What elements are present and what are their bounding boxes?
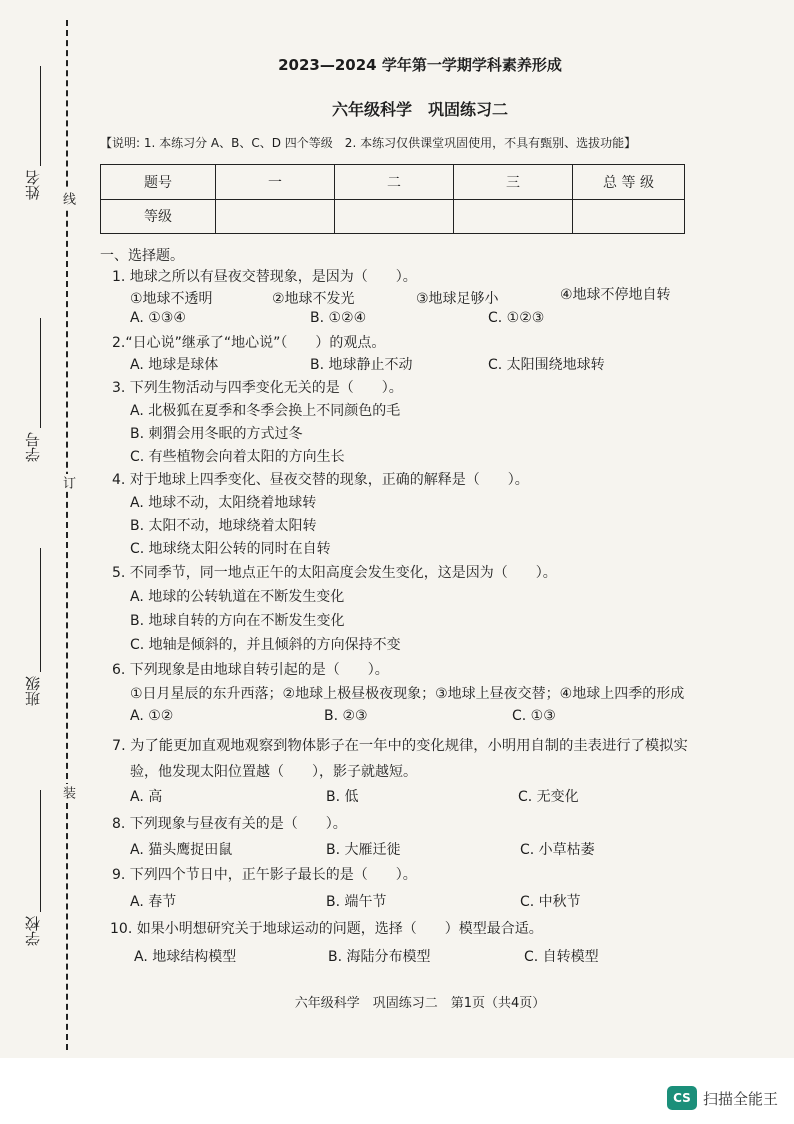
question-3-option-b[interactable]: B. 刺猬会用冬眠的方式过冬 [130,426,303,442]
section-1-title: 一、选择题。 [100,248,184,264]
question-7-option-a[interactable]: A. 高 [130,789,163,805]
question-4-option-b[interactable]: B. 太阳不动，地球绕着太阳转 [130,518,317,534]
question-6-option-b[interactable]: B. ②③ [324,708,368,724]
class-line [40,548,41,672]
exam-note: 【说明: 1. 本练习分 A、B、C、D 四个等级 2. 本练习仅供课堂巩固使用，不具有甄别、选拔功能】 [100,136,637,150]
question-5-option-a[interactable]: A. 地球的公转轨道在不断发生变化 [130,589,345,605]
bind-char-xian: 线 [60,192,75,205]
question-7-stem-cont: 验，他发现太阳位置越（ ），影子就越短。 [130,764,417,780]
grade-table-cell: 二 [335,165,454,200]
exam-subtitle: 六年级科学 巩固练习二 [331,100,508,119]
question-7-stem: 7. 为了能更加直观地观察到物体影子在一年中的变化规律，小明用自制的圭表进行了模拟实 [112,738,688,754]
grade-input-cell[interactable] [573,199,685,234]
question-8-option-a[interactable]: A. 猫头鹰捉田鼠 [130,842,233,858]
question-8-option-b[interactable]: B. 大雁迁徙 [326,842,401,858]
class-label: 班级 [24,676,42,706]
question-7-option-b[interactable]: B. 低 [326,789,359,805]
question-1-option-c[interactable]: C. ①②③ [488,310,545,326]
grade-table-cell: 等级 [101,199,216,234]
student-id-line [40,318,41,428]
question-1-item: ①地球不透明 [130,291,213,307]
grade-table-cell: 三 [454,165,573,200]
grade-input-cell[interactable] [216,199,335,234]
question-2-option-b[interactable]: B. 地球静止不动 [310,357,413,373]
grade-table-row [101,165,685,200]
question-6-option-c[interactable]: C. ①③ [512,708,556,724]
question-3-stem: 3. 下列生物活动与四季变化无关的是（ ）。 [112,380,403,396]
question-1-item: ②地球不发光 [272,291,355,307]
grade-input-cell[interactable] [454,199,573,234]
binding-dashed-line [66,20,68,1050]
question-4-option-a[interactable]: A. 地球不动，太阳绕着地球转 [130,495,317,511]
question-6-option-a[interactable]: A. ①② [130,708,174,724]
name-line [40,66,41,166]
question-6-items: ①日月星辰的东升西落；②地球上极昼极夜现象；③地球上昼夜交替；④地球上四季的形成 [130,686,685,702]
question-9-option-c[interactable]: C. 中秋节 [520,894,581,910]
question-4-option-c[interactable]: C. 地球绕太阳公转的同时在自转 [130,541,331,557]
question-7-option-c[interactable]: C. 无变化 [518,789,579,805]
scanner-label: 扫描全能王 [702,1089,778,1108]
question-1-item: ③地球足够小 [416,291,499,307]
question-10-stem: 10. 如果小明想研究关于地球运动的问题，选择（ ）模型最合适。 [110,921,543,937]
grade-table-row [101,199,685,234]
grade-input-cell[interactable] [335,199,454,234]
question-1-item: ④地球不停地自转 [560,287,671,303]
question-1-option-b[interactable]: B. ①②④ [310,310,367,326]
scanner-watermark [667,1086,778,1110]
question-3-option-a[interactable]: A. 北极狐在夏季和冬季会换上不同颜色的毛 [130,403,401,419]
question-2-option-a[interactable]: A. 地球是球体 [130,357,219,373]
page-footer: 六年级科学 巩固练习二 第1页（共4页） [294,996,546,1011]
question-3-option-c[interactable]: C. 有些植物会向着太阳的方向生长 [130,449,345,465]
question-4-stem: 4. 对于地球上四季变化、昼夜交替的现象，正确的解释是（ ）。 [112,472,529,488]
question-9-option-b[interactable]: B. 端午节 [326,894,387,910]
question-9-option-a[interactable]: A. 春节 [130,894,177,910]
question-8-option-c[interactable]: C. 小草枯萎 [520,842,595,858]
grade-table-cell: 总 等 级 [573,165,685,200]
name-label: 姓名 [24,170,42,200]
camscanner-icon: CS [667,1086,697,1110]
question-2-option-c[interactable]: C. 太阳围绕地球转 [488,357,605,373]
school-line [40,790,41,912]
question-2-stem: 2.“日心说”继承了“地心说”（ ）的观点。 [112,335,386,351]
question-6-stem: 6. 下列现象是由地球自转引起的是（ ）。 [112,662,389,678]
question-1-stem: 1. 地球之所以有昼夜交替现象，是因为（ ）。 [112,269,417,285]
question-9-stem: 9. 下列四个节日中，正午影子最长的是（ ）。 [112,867,417,883]
question-8-stem: 8. 下列现象与昼夜有关的是（ ）。 [112,816,347,832]
bind-char-zhuang: 装 [60,786,75,799]
student-id-label: 学号 [24,432,42,462]
grade-table-cell: 题号 [101,165,216,200]
question-5-stem: 5. 不同季节，同一地点正午的太阳高度会发生变化，这是因为（ ）。 [112,565,557,581]
grade-table [100,164,685,234]
exam-title: 2023—2024 学年第一学期学科素养形成 [278,56,562,74]
question-10-option-c[interactable]: C. 自转模型 [524,949,599,965]
question-10-option-a[interactable]: A. 地球结构模型 [134,949,237,965]
question-5-option-b[interactable]: B. 地球自转的方向在不断发生变化 [130,613,345,629]
grade-table-cell: 一 [216,165,335,200]
question-10-option-b[interactable]: B. 海陆分布模型 [328,949,431,965]
school-label: 学校 [24,916,42,946]
question-1-option-a[interactable]: A. ①③④ [130,310,186,326]
bind-char-ding: 订 [60,476,75,489]
question-5-option-c[interactable]: C. 地轴是倾斜的，并且倾斜的方向保持不变 [130,637,401,653]
